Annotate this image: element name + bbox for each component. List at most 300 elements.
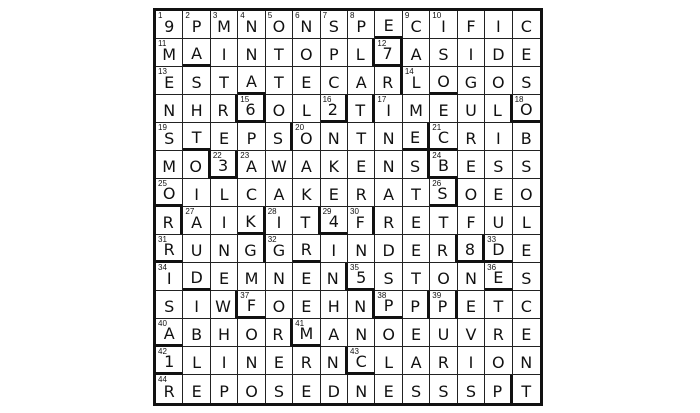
grid-cell[interactable]: [458, 123, 485, 151]
grid-cell[interactable]: [513, 179, 540, 207]
cell-letter: A: [191, 213, 203, 232]
cell-letter: N: [218, 241, 231, 260]
clue-number: 28: [267, 207, 277, 216]
grid-cell[interactable]: [513, 263, 540, 291]
clue-number: 26: [432, 179, 442, 188]
grid-cell[interactable]: [430, 375, 457, 403]
grid-cell[interactable]: [375, 375, 402, 403]
grid-cell[interactable]: [321, 95, 348, 123]
cell-letter: C: [437, 128, 450, 147]
cell-letter: P: [356, 17, 367, 36]
cell-letter: T: [411, 269, 421, 288]
cell-letter: E: [301, 269, 312, 288]
clue-number: 6: [295, 11, 300, 20]
grid-cell[interactable]: [293, 375, 320, 403]
grid-cell[interactable]: [513, 67, 540, 95]
cell-letter: S: [383, 269, 394, 288]
grid-cell[interactable]: [211, 95, 238, 123]
clue-number: 1: [158, 11, 163, 20]
grid-cell[interactable]: [321, 67, 348, 95]
grid-cell[interactable]: [430, 95, 457, 123]
grid-cell[interactable]: [266, 67, 293, 95]
grid-cell[interactable]: [321, 39, 348, 67]
grid-cell[interactable]: [183, 95, 210, 123]
cell-letter: R: [300, 353, 312, 372]
cell-letter: P: [328, 45, 339, 64]
grid-cell[interactable]: [183, 291, 210, 319]
grid-cell[interactable]: [513, 11, 540, 39]
cell-letter: E: [521, 241, 532, 260]
grid-cell[interactable]: [156, 235, 183, 263]
grid-cell[interactable]: [403, 123, 430, 151]
grid-cell[interactable]: [485, 123, 512, 151]
clue-number: 2: [185, 11, 190, 20]
cell-letter: S: [328, 17, 339, 36]
cell-letter: D: [382, 241, 395, 260]
grid-cell[interactable]: [430, 319, 457, 347]
grid-cell[interactable]: [211, 67, 238, 95]
cell-letter: N: [300, 17, 313, 36]
grid-cell[interactable]: [266, 235, 293, 263]
cell-letter: C: [355, 352, 367, 371]
cell-letter: 7: [382, 44, 393, 63]
grid-cell[interactable]: [321, 11, 348, 39]
cell-letter: F: [466, 17, 476, 36]
cell-letter: S: [521, 157, 532, 176]
grid-cell[interactable]: [238, 347, 265, 375]
grid-cell[interactable]: [183, 11, 210, 39]
grid-cell[interactable]: [348, 291, 375, 319]
grid-cell[interactable]: [485, 235, 512, 263]
clue-number: 44: [158, 375, 167, 384]
cell-letter: S: [521, 269, 532, 288]
clue-number: 41: [295, 319, 305, 328]
grid-cell[interactable]: [211, 179, 238, 207]
grid-cell[interactable]: [293, 123, 320, 151]
grid-cell[interactable]: [156, 347, 183, 375]
grid-cell[interactable]: [238, 291, 265, 319]
grid-cell[interactable]: [156, 319, 183, 347]
grid-cell[interactable]: [513, 207, 540, 235]
cell-letter: H: [327, 297, 340, 316]
cell-letter: N: [163, 101, 176, 120]
grid-cell[interactable]: [156, 123, 183, 151]
grid-cell[interactable]: [293, 95, 320, 123]
cell-letter: H: [190, 101, 203, 120]
clue-number: 13: [158, 67, 167, 76]
grid-cell[interactable]: [403, 11, 430, 39]
grid-cell[interactable]: [348, 319, 375, 347]
grid-cell[interactable]: [348, 123, 375, 151]
cell-letter: K: [301, 185, 312, 204]
grid-cell[interactable]: [238, 39, 265, 67]
cell-letter: L: [192, 353, 202, 372]
grid-cell[interactable]: [458, 11, 485, 39]
grid-cell[interactable]: [183, 263, 210, 291]
grid-cell[interactable]: [348, 263, 375, 291]
cell-letter: V: [465, 325, 477, 344]
grid-cell[interactable]: [348, 179, 375, 207]
grid-cell[interactable]: [266, 123, 293, 151]
grid-cell[interactable]: [513, 151, 540, 179]
grid-cell[interactable]: [513, 375, 540, 403]
cell-letter: L: [411, 73, 421, 92]
grid-cell[interactable]: [293, 39, 320, 67]
grid-cell[interactable]: [156, 11, 183, 39]
grid-cell[interactable]: [430, 67, 457, 95]
grid-cell[interactable]: [156, 291, 183, 319]
grid-cell[interactable]: [156, 179, 183, 207]
grid-cell[interactable]: [348, 375, 375, 403]
cell-letter: U: [190, 241, 203, 260]
grid-cell[interactable]: [183, 319, 210, 347]
cell-letter: C: [520, 17, 532, 36]
grid-cell[interactable]: [238, 11, 265, 39]
grid-cell[interactable]: [348, 235, 375, 263]
clue-number: 14: [404, 67, 414, 76]
cell-letter: I: [221, 353, 227, 372]
cell-letter: C: [328, 73, 340, 92]
grid-cell[interactable]: [211, 235, 238, 263]
cell-letter: E: [219, 269, 230, 288]
grid-cell[interactable]: [156, 207, 183, 235]
cell-letter: N: [272, 269, 285, 288]
grid-cell[interactable]: [485, 11, 512, 39]
grid-cell[interactable]: [348, 39, 375, 67]
cell-letter: O: [492, 73, 505, 92]
grid-cell[interactable]: [458, 375, 485, 403]
grid-cell[interactable]: [430, 347, 457, 375]
cell-letter: R: [355, 185, 367, 204]
grid-cell[interactable]: [238, 263, 265, 291]
grid-cell[interactable]: [375, 347, 402, 375]
grid-cell[interactable]: [403, 179, 430, 207]
clue-number: 8: [350, 11, 355, 20]
cell-letter: W: [215, 297, 231, 316]
cell-letter: S: [273, 381, 284, 401]
grid-cell[interactable]: [266, 319, 293, 347]
grid-cell[interactable]: [348, 151, 375, 179]
cell-letter: E: [164, 73, 175, 92]
grid-cell[interactable]: [485, 263, 512, 291]
cell-letter: N: [520, 353, 533, 372]
grid-cell[interactable]: [513, 95, 540, 123]
grid-cell[interactable]: [403, 207, 430, 235]
clue-number: 29: [322, 207, 332, 216]
grid-cell[interactable]: [375, 151, 402, 179]
cell-letter: P: [383, 296, 394, 315]
grid-cell[interactable]: [430, 11, 457, 39]
grid-cell[interactable]: [321, 319, 348, 347]
grid-cell[interactable]: [183, 179, 210, 207]
grid-cell[interactable]: [266, 95, 293, 123]
grid-cell[interactable]: [266, 179, 293, 207]
grid-cell[interactable]: [156, 151, 183, 179]
grid-cell[interactable]: [513, 291, 540, 319]
grid-cell[interactable]: [266, 11, 293, 39]
cell-letter: E: [383, 16, 394, 35]
grid-cell[interactable]: [485, 207, 512, 235]
cell-letter: N: [355, 241, 368, 260]
grid-cell[interactable]: [321, 235, 348, 263]
clue-number: 30: [350, 207, 359, 216]
cell-letter: S: [164, 297, 175, 316]
cell-letter: O: [382, 325, 395, 344]
grid-cell[interactable]: [375, 207, 402, 235]
cell-letter: E: [191, 381, 202, 401]
grid-cell[interactable]: [321, 347, 348, 375]
grid-cell[interactable]: [485, 95, 512, 123]
cell-letter: O: [272, 297, 286, 316]
cell-letter: N: [355, 381, 368, 401]
grid-cell[interactable]: [293, 11, 320, 39]
grid-cell[interactable]: [403, 291, 430, 319]
grid-cell[interactable]: [375, 235, 402, 263]
cell-letter: F: [466, 213, 476, 232]
grid-cell[interactable]: [403, 319, 430, 347]
grid-cell[interactable]: [238, 95, 265, 123]
grid-cell[interactable]: [348, 347, 375, 375]
grid-cell[interactable]: [156, 67, 183, 95]
grid-cell[interactable]: [183, 39, 210, 67]
grid-cell[interactable]: [485, 151, 512, 179]
grid-cell[interactable]: [375, 67, 402, 95]
grid-cell[interactable]: [485, 291, 512, 319]
cell-letter: T: [274, 73, 284, 92]
grid-cell[interactable]: [430, 291, 457, 319]
grid-cell[interactable]: [403, 67, 430, 95]
grid-cell[interactable]: [238, 319, 265, 347]
grid-cell[interactable]: [513, 235, 540, 263]
grid-cell[interactable]: [211, 347, 238, 375]
grid-cell[interactable]: [211, 11, 238, 39]
cell-letter: N: [382, 129, 395, 148]
grid-cell[interactable]: [293, 347, 320, 375]
clue-number: 16: [322, 95, 332, 104]
grid-cell[interactable]: [375, 319, 402, 347]
grid-cell[interactable]: [156, 39, 183, 67]
grid-cell[interactable]: [183, 123, 210, 151]
grid-cell[interactable]: [485, 375, 512, 403]
grid-cell[interactable]: [403, 151, 430, 179]
cell-letter: O: [300, 45, 313, 64]
cell-letter: E: [411, 241, 422, 260]
grid-cell[interactable]: [375, 263, 402, 291]
grid-cell[interactable]: [403, 375, 430, 403]
grid-cell[interactable]: [238, 207, 265, 235]
clue-number: 10: [432, 11, 442, 20]
grid-cell[interactable]: [293, 291, 320, 319]
grid-cell[interactable]: [183, 375, 210, 403]
grid-cell[interactable]: [156, 375, 183, 403]
grid-cell[interactable]: [321, 207, 348, 235]
cell-letter: O: [492, 353, 505, 372]
grid-cell[interactable]: [321, 179, 348, 207]
cell-letter: E: [438, 101, 449, 120]
grid-cell[interactable]: [321, 123, 348, 151]
grid-cell[interactable]: [321, 291, 348, 319]
cell-letter: R: [163, 381, 175, 401]
grid-cell[interactable]: [266, 207, 293, 235]
grid-cell[interactable]: [375, 95, 402, 123]
grid-cell[interactable]: [266, 375, 293, 403]
grid-cell[interactable]: [348, 67, 375, 95]
cell-letter: I: [468, 45, 474, 64]
grid-cell[interactable]: [458, 347, 485, 375]
grid-cell[interactable]: [458, 151, 485, 179]
grid-cell[interactable]: [485, 39, 512, 67]
cell-letter: A: [328, 325, 340, 344]
cell-letter: I: [386, 101, 391, 120]
grid-cell[interactable]: [348, 11, 375, 39]
grid-cell[interactable]: [266, 39, 293, 67]
grid-cell[interactable]: [458, 39, 485, 67]
grid-cell[interactable]: [458, 235, 485, 263]
clue-number: 35: [350, 263, 359, 272]
grid-cell[interactable]: [238, 151, 265, 179]
grid-cell[interactable]: [238, 235, 265, 263]
cell-letter: R: [383, 213, 395, 232]
grid-cell[interactable]: [403, 95, 430, 123]
grid-cell[interactable]: [266, 263, 293, 291]
cell-letter: I: [194, 297, 199, 316]
grid-cell[interactable]: [375, 39, 402, 67]
grid-cell[interactable]: [513, 39, 540, 67]
grid-cell[interactable]: [430, 39, 457, 67]
cell-letter: N: [326, 269, 339, 288]
grid-cell[interactable]: [293, 151, 320, 179]
grid-cell[interactable]: [485, 179, 512, 207]
grid-cell[interactable]: [403, 347, 430, 375]
cell-letter: D: [327, 381, 340, 401]
cell-letter: T: [355, 101, 366, 120]
cell-letter: K: [328, 157, 340, 176]
grid-cell[interactable]: [211, 151, 238, 179]
grid-cell[interactable]: [156, 263, 183, 291]
grid-cell[interactable]: [266, 291, 293, 319]
clue-number: 31: [158, 235, 167, 244]
grid-cell[interactable]: [513, 319, 540, 347]
grid-cell[interactable]: [293, 319, 320, 347]
grid-cell[interactable]: [458, 207, 485, 235]
grid-cell[interactable]: [485, 67, 512, 95]
grid-cell[interactable]: [375, 179, 402, 207]
cell-letter: A: [163, 324, 175, 343]
grid-cell[interactable]: [321, 263, 348, 291]
grid-cell[interactable]: [375, 123, 402, 151]
grid-cell[interactable]: [293, 67, 320, 95]
grid-cell[interactable]: [430, 207, 457, 235]
grid-cell[interactable]: [293, 207, 320, 235]
grid-cell[interactable]: [183, 151, 210, 179]
cell-letter: O: [245, 381, 258, 401]
cell-letter: T: [191, 128, 202, 147]
grid-cell[interactable]: [430, 235, 457, 263]
cell-letter: O: [519, 100, 533, 119]
cell-letter: 6: [245, 100, 256, 119]
grid-cell[interactable]: [183, 347, 210, 375]
cell-letter: E: [301, 297, 312, 316]
grid-cell[interactable]: [513, 347, 540, 375]
grid-cell[interactable]: [183, 235, 210, 263]
cell-letter: O: [189, 157, 202, 176]
cell-letter: S: [465, 381, 476, 401]
grid-cell[interactable]: [211, 39, 238, 67]
grid-cell[interactable]: [458, 263, 485, 291]
grid-cell[interactable]: [485, 319, 512, 347]
grid-cell[interactable]: [513, 123, 540, 151]
cell-letter: R: [272, 325, 284, 344]
grid-cell[interactable]: [238, 123, 265, 151]
cell-letter: E: [301, 73, 312, 92]
grid-cell[interactable]: [458, 291, 485, 319]
grid-cell[interactable]: [403, 263, 430, 291]
cell-letter: E: [493, 185, 504, 204]
grid-cell[interactable]: [458, 179, 485, 207]
grid-cell[interactable]: [458, 319, 485, 347]
cell-letter: G: [244, 241, 257, 260]
grid-cell[interactable]: [266, 151, 293, 179]
cell-letter: O: [300, 129, 313, 148]
grid-cell[interactable]: [211, 291, 238, 319]
grid-cell[interactable]: [375, 11, 402, 39]
cell-letter: I: [331, 241, 337, 260]
grid-cell[interactable]: [293, 179, 320, 207]
grid-cell[interactable]: [238, 375, 265, 403]
cell-letter: E: [273, 353, 284, 372]
grid-cell[interactable]: [403, 39, 430, 67]
grid-cell[interactable]: [458, 67, 485, 95]
grid-cell[interactable]: [293, 263, 320, 291]
grid-cell[interactable]: [266, 347, 293, 375]
grid-cell[interactable]: [211, 123, 238, 151]
grid-cell[interactable]: [183, 207, 210, 235]
grid-cell[interactable]: [211, 319, 238, 347]
grid-cell[interactable]: [348, 207, 375, 235]
cell-letter: T: [411, 185, 421, 204]
cell-letter: N: [327, 129, 340, 148]
grid-cell[interactable]: [403, 235, 430, 263]
grid-cell[interactable]: [430, 179, 457, 207]
cell-letter: E: [328, 185, 339, 204]
grid-cell[interactable]: [430, 123, 457, 151]
cell-letter: G: [464, 73, 478, 92]
grid-cell[interactable]: [238, 67, 265, 95]
grid-cell[interactable]: [183, 67, 210, 95]
grid-cell[interactable]: [321, 151, 348, 179]
grid-cell[interactable]: [430, 151, 457, 179]
grid-cell[interactable]: [348, 95, 375, 123]
cell-letter: E: [411, 325, 422, 344]
grid-cell[interactable]: [321, 375, 348, 403]
cell-letter: A: [246, 72, 257, 91]
cell-letter: W: [271, 157, 287, 176]
clue-number: 42: [158, 347, 167, 356]
grid-cell[interactable]: [211, 263, 238, 291]
grid-cell[interactable]: [211, 207, 238, 235]
cell-letter: O: [519, 185, 533, 204]
grid-cell[interactable]: [211, 375, 238, 403]
cell-letter: I: [221, 45, 227, 64]
grid-cell[interactable]: [293, 235, 320, 263]
grid-cell[interactable]: [485, 347, 512, 375]
grid-cell[interactable]: [458, 95, 485, 123]
grid-cell[interactable]: [430, 263, 457, 291]
grid-cell[interactable]: [375, 291, 402, 319]
grid-cell[interactable]: [156, 95, 183, 123]
cell-letter: N: [245, 17, 258, 36]
grid-cell[interactable]: [238, 179, 265, 207]
